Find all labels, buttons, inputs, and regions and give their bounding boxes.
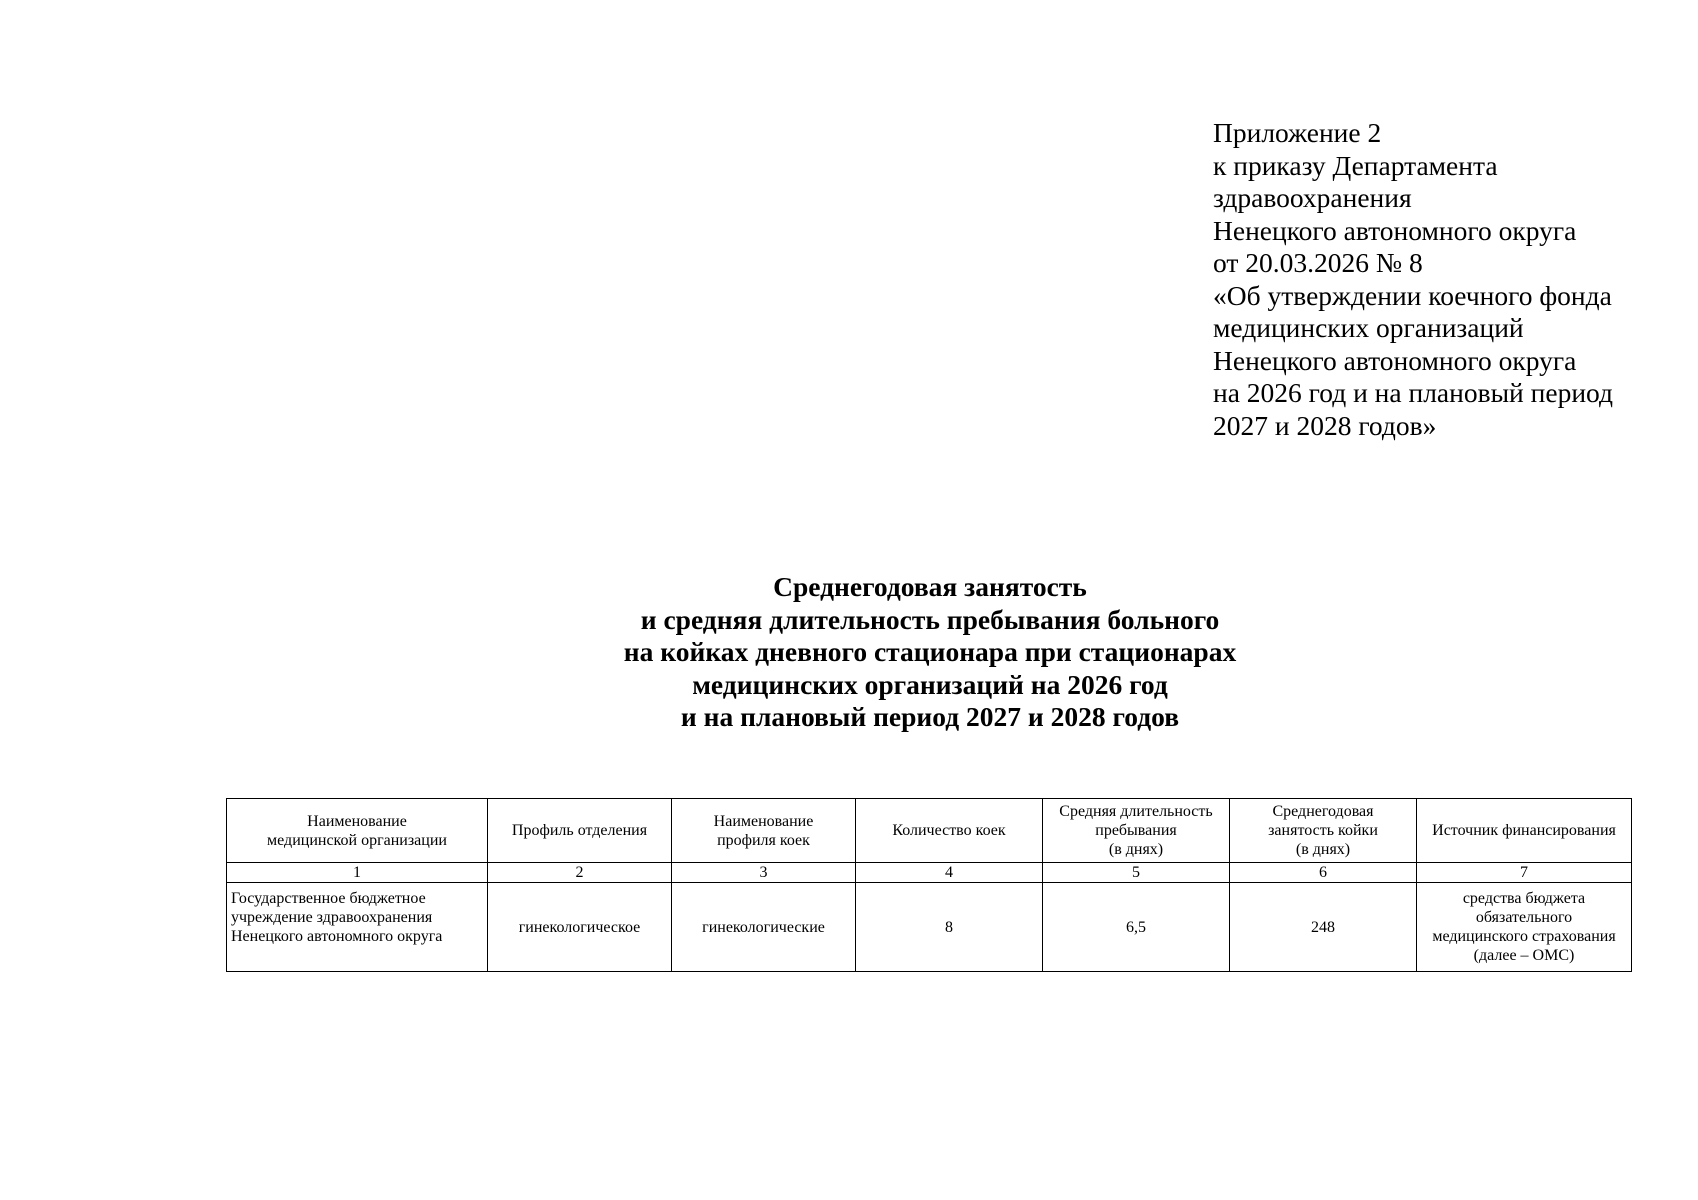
appendix-line: медицинских организаций	[1213, 312, 1524, 343]
table-row	[227, 883, 1632, 972]
column-number: 1	[227, 863, 488, 883]
column-number: 3	[672, 863, 856, 883]
appendix-line: Ненецкого автономного округа	[1213, 344, 1577, 376]
title-line: и средняя длительность пребывания больного	[640, 603, 1220, 635]
appendix-line: от 20.03.2026 № 8	[1213, 247, 1423, 278]
appendix-line: «Об утверждении коечного фонда	[1213, 279, 1612, 311]
title-line: и на плановый период 2027 и 2028 годов	[680, 701, 1180, 732]
appendix-line: здравоохранения	[1213, 182, 1412, 213]
column-number: 5	[1043, 863, 1230, 883]
title-line: Среднегодовая занятость	[773, 571, 1087, 602]
appendix-block	[1213, 117, 1673, 442]
column-header-avg-occupancy: Среднегодовая занятость койки (в днях)	[1230, 799, 1417, 863]
column-header-bed-profile: Наименование профиля коек	[672, 799, 856, 863]
column-number: 2	[488, 863, 672, 883]
column-header-bed-count: Количество коек	[856, 799, 1043, 863]
column-number: 7	[1417, 863, 1632, 883]
column-header-avg-stay: Средняя длительность пребывания (в днях)	[1043, 799, 1230, 863]
cell-organization: Государственное бюджетное учреждение здравоохранения Ненецкого автономного округа	[227, 883, 488, 972]
column-header-organization: Наименование медицинской организации	[227, 799, 488, 863]
title-line: медицинских организаций на 2026 год	[692, 668, 1168, 700]
column-number-row	[227, 863, 1632, 883]
column-number: 4	[856, 863, 1043, 883]
column-header-department-profile: Профиль отделения	[488, 799, 672, 863]
cell-bed-profile: гинекологические	[672, 883, 856, 972]
appendix-line: на 2026 год и на плановый период	[1213, 377, 1613, 408]
column-number: 6	[1230, 863, 1417, 883]
table-header-row	[227, 799, 1632, 863]
cell-bed-count: 8	[856, 883, 1043, 972]
appendix-line: Приложение 2	[1213, 117, 1382, 148]
bed-occupancy-table	[226, 798, 1632, 972]
cell-avg-occupancy: 248	[1230, 883, 1417, 972]
column-header-funding-source: Источник финансирования	[1417, 799, 1632, 863]
cell-department-profile: гинекологическое	[488, 883, 672, 972]
title-line: на койках дневного стационара при стационарах	[623, 636, 1237, 667]
cell-avg-stay: 6,5	[1043, 883, 1230, 972]
appendix-line: к приказу Департамента	[1213, 149, 1498, 181]
appendix-line: Ненецкого автономного округа	[1213, 214, 1577, 246]
cell-funding-source: средства бюджета обязательного медицинского страхования (далее – ОМС)	[1417, 883, 1632, 972]
document-title	[530, 571, 1330, 734]
appendix-line: 2027 и 2028 годов»	[1213, 409, 1437, 441]
